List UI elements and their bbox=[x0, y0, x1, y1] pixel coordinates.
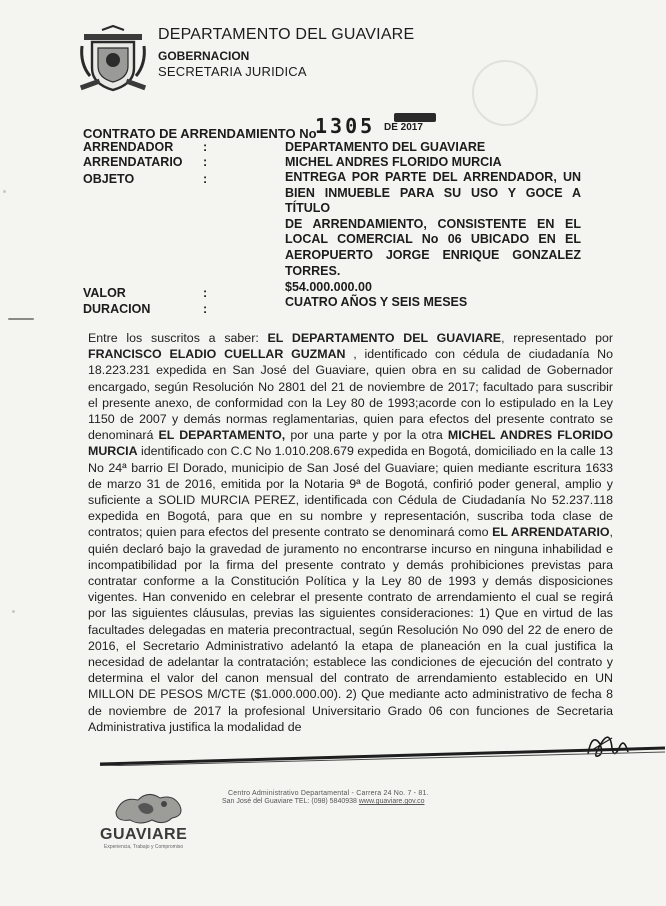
field-value: DEPARTAMENTO DEL GUAVIARE bbox=[285, 140, 486, 154]
body-text: por una parte y por la otra bbox=[285, 428, 448, 443]
logo-tagline: Experiencia, Trabajo y Compromiso bbox=[104, 844, 184, 850]
objeto-line: DE ARRENDAMIENTO, CONSISTENTE EN EL bbox=[285, 216, 581, 231]
objeto-line: TORRES. bbox=[285, 263, 341, 278]
footer-address: Centro Administrativo Departamental - Carrera 24 No. 7 - 81. bbox=[228, 790, 429, 797]
footer-contact bbox=[222, 798, 424, 805]
guaviare-logo-icon bbox=[108, 784, 188, 830]
contract-number: 1305 bbox=[315, 114, 376, 138]
scan-speck bbox=[3, 190, 6, 193]
objeto-value bbox=[285, 170, 581, 279]
field-label: OBJETO bbox=[83, 172, 135, 186]
field-colon: : bbox=[203, 140, 208, 154]
footer-website-link[interactable]: www.guaviare.gov.co bbox=[358, 798, 425, 805]
field-label: ARRENDATARIO bbox=[83, 155, 183, 169]
body-text: identificado con C.C No 1.010.208.679 expedida en Bogotá, domiciliado en la calle 13 No 24ª barrio El Dorado, municipio de San José del Guaviare; quien mediante escritura 1633 de marzo 31 de 2016, emitida por la Notaria 9ª de Bogotá, confirió poder general, amplio y suficiente a SOLID MURCIA PEREZ, identificada con Cédula de Ciudadanía No 52.237.118 expedida en Bogotá, para que en su nombre y representación, suscriba toda clase de contratos; quien para efectos del presente contrato se denominará como bbox=[88, 444, 613, 540]
objeto-line: BIEN INMUEBLE PARA SU USO Y GOCE A TÍTULO bbox=[285, 185, 581, 216]
field-value: MICHEL ANDRES FLORIDO MURCIA bbox=[285, 155, 502, 169]
objeto-line: AEROPUERTO JORGE ENRIQUE GONZALEZ bbox=[285, 247, 581, 262]
field-colon: : bbox=[203, 302, 208, 316]
contract-title: CONTRATO DE ARRENDAMIENTO No bbox=[83, 126, 317, 141]
body-text: , identificado con cédula de ciudadanía No 18.223.231 expedida en San José del Guaviare, quien obra en su calidad de Gobernador encargado, según Resolución No 2801 del 21 de noviembre de 2017; facultado para suscribir el presente anexo, de conformidad con la Ley 80 de 1993;acorde con lo estipulado en la Ley 1150 de 2007 y demás normas reglamentarias, quien para efectos del presente contrato se denominará bbox=[88, 347, 614, 443]
scan-mark bbox=[8, 318, 34, 320]
field-label: VALOR bbox=[83, 286, 126, 300]
field-value: $54.000.000.00 bbox=[285, 280, 372, 294]
body-bold: FRANCISCO ELADIO CUELLAR GUZMAN bbox=[88, 347, 346, 362]
body-text: Entre los suscritos a saber: bbox=[88, 331, 268, 345]
objeto-line: ENTREGA POR PARTE DEL ARRENDADOR, UN bbox=[285, 170, 581, 184]
contract-year: DE 2017 bbox=[384, 122, 423, 133]
body-text: , representado por bbox=[501, 331, 613, 345]
field-value: CUATRO AÑOS Y SEIS MESES bbox=[285, 295, 468, 309]
field-label: ARRENDADOR bbox=[83, 140, 174, 154]
field-colon: : bbox=[203, 286, 208, 300]
footer-phone: San José del Guaviare TEL: (098) 5840938 bbox=[222, 798, 359, 805]
body-bold: EL ARRENDATARIO bbox=[492, 525, 610, 540]
section-name: SECRETARIA JURIDICA bbox=[158, 64, 307, 79]
objeto-line: LOCAL COMERCIAL No 06 UBICADO EN EL bbox=[285, 232, 581, 247]
body-text: , quién declaró bajo la gravedad de juramento no encontrarse incurso en ninguna inhabilidad e incompatibilidad por la firma del presente contrato y demás prohibiciones previstas para contratar conforme a la Constitución Política y la Ley 80 de 1993 y demás disposiciones vigentes. Han convenido en celebrar el presente contrato de arrendamiento el cual se regirá por las siguientes cláusulas, previas las siguientes consideraciones: 1) Que en virtud de las facultades delegadas en materia precontractual, según Resolución No 090 del 22 de enero de 2016, el Secretario Administrativo adelantó la etapa de planeación en la cual justifica la necesidad de adelantar la contratación; establece las condiciones de ejecución del contrato y determina el valor del canon mensual del contrato de arrendamiento establecido en UN MILLON DE PESOS M/CTE ($1.000.000.00). 2) Que mediante acto administrativo de fecha 8 de noviembre de 2017 la profesional Universitario Grado 06 con funciones de Secretaria Administrativa justifica la modalidad de bbox=[88, 525, 613, 734]
logo-wordmark: GUAVIARE bbox=[100, 826, 188, 843]
body-bold: MICHEL ANDRES FLORIDO MURCIA bbox=[88, 428, 613, 459]
field-colon: : bbox=[203, 172, 208, 186]
footer-divider bbox=[100, 746, 665, 766]
scan-speck bbox=[12, 610, 15, 613]
body-bold: EL DEPARTAMENTO DEL GUAVIARE bbox=[267, 331, 502, 345]
field-label: DURACION bbox=[83, 302, 151, 316]
faded-seal bbox=[472, 60, 538, 126]
office-name: GOBERNACION bbox=[158, 49, 250, 63]
contract-body bbox=[88, 330, 613, 735]
field-colon: : bbox=[203, 155, 208, 169]
stamp-smudge bbox=[394, 113, 436, 122]
body-bold: EL DEPARTAMENTO, bbox=[158, 428, 286, 443]
coat-of-arms-icon bbox=[78, 24, 148, 94]
department-name: DEPARTAMENTO DEL GUAVIARE bbox=[158, 26, 415, 43]
